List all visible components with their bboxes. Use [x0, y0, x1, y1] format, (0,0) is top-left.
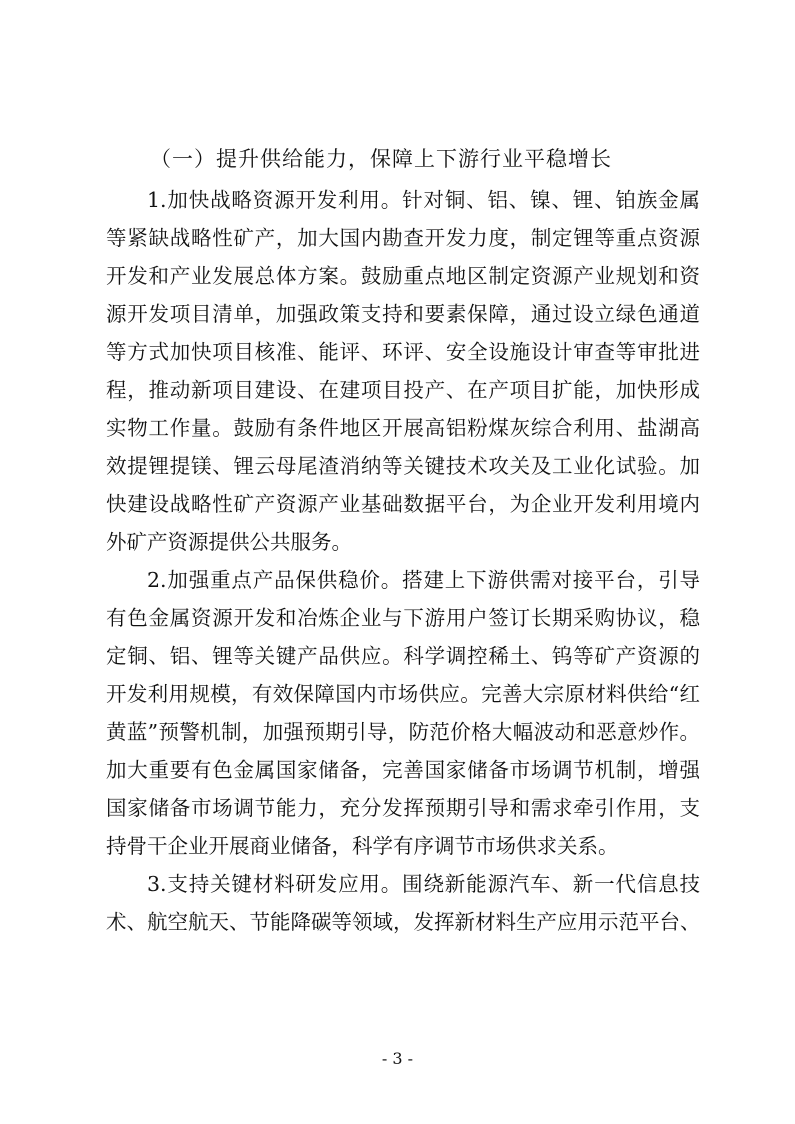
paragraph-line: 3.支持关键材料研发应用。围绕新能源汽车、新一代信息技 — [147, 872, 700, 896]
paragraph-line: 外矿产资源提供公共服务。 — [106, 530, 352, 554]
paragraph-line: 1.加快战略资源开发利用。针对铜、铝、镍、锂、铂族金属 — [147, 188, 700, 212]
paragraph-line: 实物工作量。鼓励有条件地区开展高铝粉煤灰综合利用、盐湖高 — [106, 416, 700, 440]
paragraph-line: 2.加强重点产品保供稳价。搭建上下游供需对接平台，引导 — [147, 568, 700, 592]
section-heading: （一）提升供给能力，保障上下游行业平稳增长 — [150, 147, 612, 171]
paragraph-line: 有色金属资源开发和冶炼企业与下游用户签订长期采购协议，稳 — [106, 606, 700, 630]
paragraph-line: 定铜、铝、锂等关键产品供应。科学调控稀土、钨等矿产资源的 — [106, 644, 700, 668]
paragraph-line: 快建设战略性矿产资源产业基础数据平台，为企业开发利用境内 — [106, 492, 700, 516]
paragraph-line: 术、航空航天、节能降碳等领域，发挥新材料生产应用示范平台、 — [106, 910, 701, 934]
paragraph-line: 等方式加快项目核准、能评、环评、安全设施设计审查等审批进 — [106, 340, 700, 364]
paragraph-line: 开发和产业发展总体方案。鼓励重点地区制定资源产业规划和资 — [106, 264, 700, 288]
paragraph-line: 持骨干企业开展商业储备，科学有序调节市场供求关系。 — [106, 834, 619, 858]
paragraph-line: 开发利用规模，有效保障国内市场供应。完善大宗原材料供给“红 — [106, 682, 700, 706]
paragraph-line: 效提锂提镁、锂云母尾渣消纳等关键技术攻关及工业化试验。加 — [106, 454, 700, 478]
page-number: - 3 - — [381, 1049, 414, 1068]
paragraph-line: 等紧缺战略性矿产，加大国内勘查开发力度，制定锂等重点资源 — [106, 226, 700, 250]
paragraph-line: 源开发项目清单，加强政策支持和要素保障，通过设立绿色通道 — [106, 302, 700, 326]
paragraph-line: 黄蓝”预警机制，加强预期引导，防范价格大幅波动和恶意炒作。 — [106, 720, 700, 744]
paragraph-line: 国家储备市场调节能力，充分发挥预期引导和需求牵引作用，支 — [106, 796, 700, 820]
paragraph-line: 加大重要有色金属国家储备，完善国家储备市场调节机制，增强 — [106, 758, 700, 782]
paragraph-line: 程，推动新项目建设、在建项目投产、在产项目扩能，加快形成 — [106, 378, 700, 402]
